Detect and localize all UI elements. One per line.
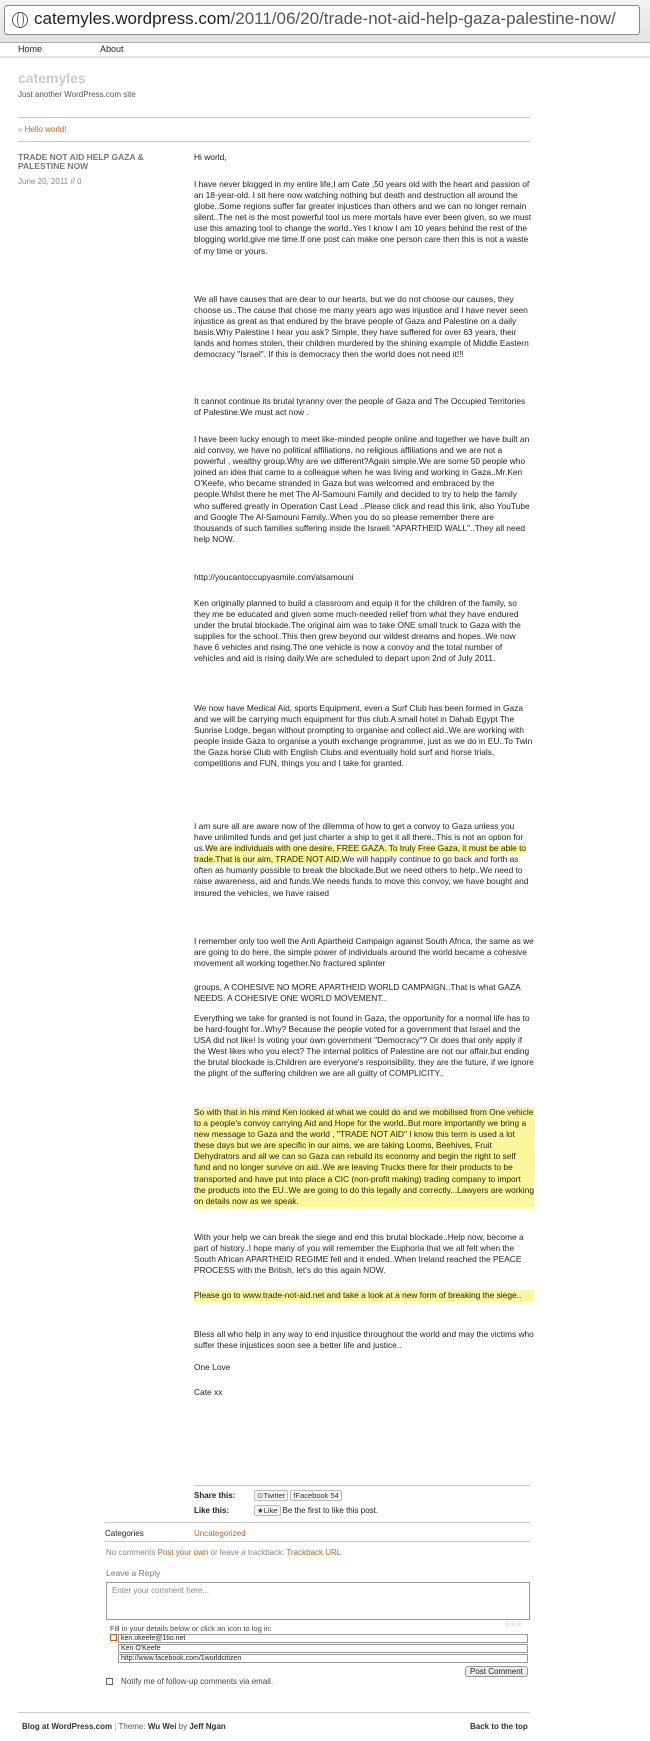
nav-home[interactable]: Home [18,44,43,54]
post-paragraph: It cannot continue its brutal tyranny over the people of Gaza and The Occupied Territories of Palestine.We must act now . [194,396,526,418]
nav-divider [0,56,650,58]
post-paragraph: groups, A COHESIVE NO MORE APARTHEID WORLD CAMPAIGN..That is what GAZA NEEDS. A COHESIVE ONE WORLD MOVEMENT.. [194,982,521,1004]
post-paragraph: I remember only too well the Anti Apartheid Campaign against South Africa, the same as we are going to do here, the simple power of individuals around the world became a cohesive movement all working together.No fractured splinter [194,936,534,969]
facebook-share-button[interactable]: fFacebook 54 [290,1490,341,1501]
divider [105,1522,530,1523]
post-title: TRADE NOT AID HELP GAZA & PALESTINE NOW [18,152,144,171]
share-label: Share this: [194,1491,236,1500]
website-field[interactable]: http://www.facebook.com/1worldcitizen [118,1654,528,1663]
blog-title[interactable]: catemyles [18,70,86,86]
trackback-url-link[interactable]: Trackback URL [286,1548,342,1557]
post-paragraph: I have been lucky enough to meet like-minded people online and together we have built an aid convoy, we have no political affiliations, no religious affiliations and we are not a powerful , wealthy group.Why are we different?Again simple.We are some 50 people who joined an idea that came to a colleague when he was living and working in Gaza..Mr.Ken O'Keefe, who became stranded in Gaza but was welcomed and embraced by the people.Whilst there he met The Al-Samouni Family and decided to try to help the family who suffered greatly in Operation Cast Lead ..Please click and read this link, also YouTube and Google The Al-Samouni Family..When you do so please remember there are thousands of such families suffering inside the Israeli "APARTHEID WALL"..They all need help NOW. [194,434,530,544]
categories-label: Categories [105,1529,144,1538]
browser-toolbar [0,0,650,43]
theme-link[interactable]: Wu Wei [147,1722,177,1731]
post-paragraph: I am sure all are aware now of the dilemma of how to get a convoy to Gaza unless you have unlimited funds and get just charter a ship to get it all there..This is not an option for us.We are individuals with one desire, FREE GAZA. To truly Free Gaza, it must be able to trade.That is our aim, TRADE NOT AID.We will happily continue to go back and forth as often as humanly possible to break the blockade.But we need others to help..We need to raise awareness, aid and funds.We needs funds to move this convoy, we have bought and insured the vehicles, we have raised [194,821,529,898]
post-comment-button[interactable]: Post Comment [465,1666,528,1677]
footer: Blog at WordPress.com | Theme: Wu Wei by Jeff Ngan [22,1722,226,1731]
post-paragraph: Ken originally planned to build a classroom and equip it for the children of the family, so they me be educated and given some much-needed relief from what they have endured under the brutal blockade.The original aim was to take ONE small truck to Gaza with the supplies for the school..This then grew beyond our wildest dreams and hopes..We now have 6 vehicles and rising.The one vehicle is now a convoy and the total number of vehicles and aid is rising daily.We are scheduled to depart upon 2nd of July 2011. [194,598,521,664]
divider [105,1541,530,1542]
post-paragraph: Everything we take for granted is not found in Gaza, the opportunity for a normal life has to be hard-fought for..Why? Because the people voted for a government that Israel and the USA did not like! Is voting your own government "Democracy"? Or does that only apply if the West likes who you elect? The internal politics of Palestine are not our affair,but ending the brutal blockade is.Children are everyone's responsibility, they are the future, if we ignore the plight of the suffering children we are all guilty of COMPLICITY.. [194,1013,534,1079]
post-own-comment-link[interactable]: Post your own [157,1548,209,1557]
email-field[interactable]: ken.okeefe@1tio.net [118,1634,528,1643]
divider [18,141,530,142]
like-button[interactable]: ★Like [254,1505,281,1516]
post-signature: Cate xx [194,1387,223,1397]
leave-reply-heading: Leave a Reply [106,1568,161,1578]
top-nav [18,44,182,54]
back-to-top-link[interactable]: Back to the top [470,1722,528,1731]
post-link-text[interactable]: http://youcantoccupyasmile.com/alsamouni [194,572,354,582]
notify-checkbox-row[interactable]: Notify me of follow-up comments via email. [106,1677,273,1686]
post-paragraph: Bless all who help in any way to end injustice throughout the world and may the victims who suffer these injustices soon see a better life and justice.. [194,1329,534,1351]
post-paragraph: We all have causes that are dear to our hearts, but we do not choose our causes, they choose us..The cause that chose me many years ago was injustice and I have never seen injustice as great as that endured by the brave people of Gaza and Palestine on a daily basis.Why Palestine I hear you ask? Simple, they have suffered for over 63 years, their lands and homes stolen, their children murdered by the shining example of Middle Eastern democracy "Israel". If this is democracy then the world does not need it!!! [194,294,529,360]
divider [194,1485,530,1486]
address-bar[interactable] [4,5,640,35]
author-link[interactable]: Jeff Ngan [189,1722,226,1731]
login-icons[interactable]: ○○○ [505,1621,524,1628]
notify-checkbox[interactable] [106,1678,113,1685]
post-paragraph: I have never blogged in my entire life,I am Cate ,50 years old with the heart and passion of an 18-year-old. I sit here now watching nothing but death and destruction all around the globe..Some regions suffer far greater injustices than others and we can no longer remain silent..The net is the most powerful tool us mere mortals have ever been given, so we must use this amazing tool to change the world..Yes I know I am 10 years behind the rest of the blogging world,give me time.If one post can make one person care then this is not a waste of my time or yours. [194,179,532,256]
highlighted-text: We are individuals with one desire, FREE GAZA. To truly Free Gaza, it must be able to trade.That is our aim, TRADE NOT AID. [194,843,527,865]
post-signoff: One Love [194,1362,231,1372]
wordpress-link[interactable]: Blog at WordPress.com [22,1722,113,1731]
blog-tagline: Just another WordPress.com site [18,90,136,99]
like-label: Like this: [194,1506,230,1515]
comments-info: No comments Post your own or leave a trackback: Trackback URL [106,1548,342,1557]
gravatar-icon [110,1634,117,1641]
share-row [194,1490,344,1501]
highlighted-paragraph: Please go to www.trade-not-aid.net and take a look at a new form of breaking the siege.. [194,1290,534,1301]
category-link[interactable]: Uncategorized [194,1529,246,1538]
divider [18,1712,530,1713]
name-field[interactable]: Ken O'Keefe [118,1644,528,1653]
post-paragraph: With your help we can break the siege and end this brutal blockade..Help now, become a part of history..I hope many of you will remember the Euphoria that we all felt when the South African APARTHEID REGIME fell and it ended..When Ireland reached the PEACE PROCESS with the British, let's do this again NOW. [194,1232,524,1276]
fill-details-label: Fill in your details below or click an icon to log in: [110,1624,272,1633]
globe-icon [12,12,28,28]
post-paragraph: We now have Medical Aid, sports Equipment, even a Surf Club has been formed in Gaza and we will be carrying much equipment for this club.A small hotel in Dahab Egypt The Sunrise Lodge, began without prompting to organise and collect aid..We are working with people inside Gaza to organise a youth exchange programme, just as we do in EU..To Twin the Gaza horse Club with English Clubs and eventually hold surf and horse trials, competitions and FUN, things you and I take for granted. [194,703,533,769]
like-row: Like this: ★Like Be the first to like this post. [194,1506,379,1515]
nav-about[interactable]: About [100,44,124,54]
divider [18,117,530,118]
previous-post-link[interactable]: « Hello world! [18,125,67,134]
post-date: June 20, 2011 // 0 [18,177,82,186]
post-paragraph: Hi world, [194,152,227,162]
twitter-share-button[interactable]: ⊙Twitter [254,1490,288,1501]
url-text[interactable]: catemyles.wordpress.com/2011/06/20/trade-not-aid-help-gaza-palestine-now/ [34,9,616,28]
comment-textarea[interactable]: Enter your comment here... [106,1582,530,1620]
highlighted-paragraph: So with that in his mind Ken looked at what we could do and we mobilised from One vehicle to a people's convoy carrying Aid and Hope for the world..But more importantly we bring a new message to Gaza and the world , "TRADE NOT AID" I know this term is used a lot these days but we are specific in our aims, we are taking Looms, Beehives, Fruit Dehydrators and all we can so Gaza can rebuild its economy and begin the right to self fund and no longer survive on aid..We are leaving Trucks there for their products to be transported and have put into place a CIC (non-profit making) trading company to import the products into the EU..We are going to do this legally and correctly...Lawyers are working on details now as we speak. [194,1107,534,1206]
